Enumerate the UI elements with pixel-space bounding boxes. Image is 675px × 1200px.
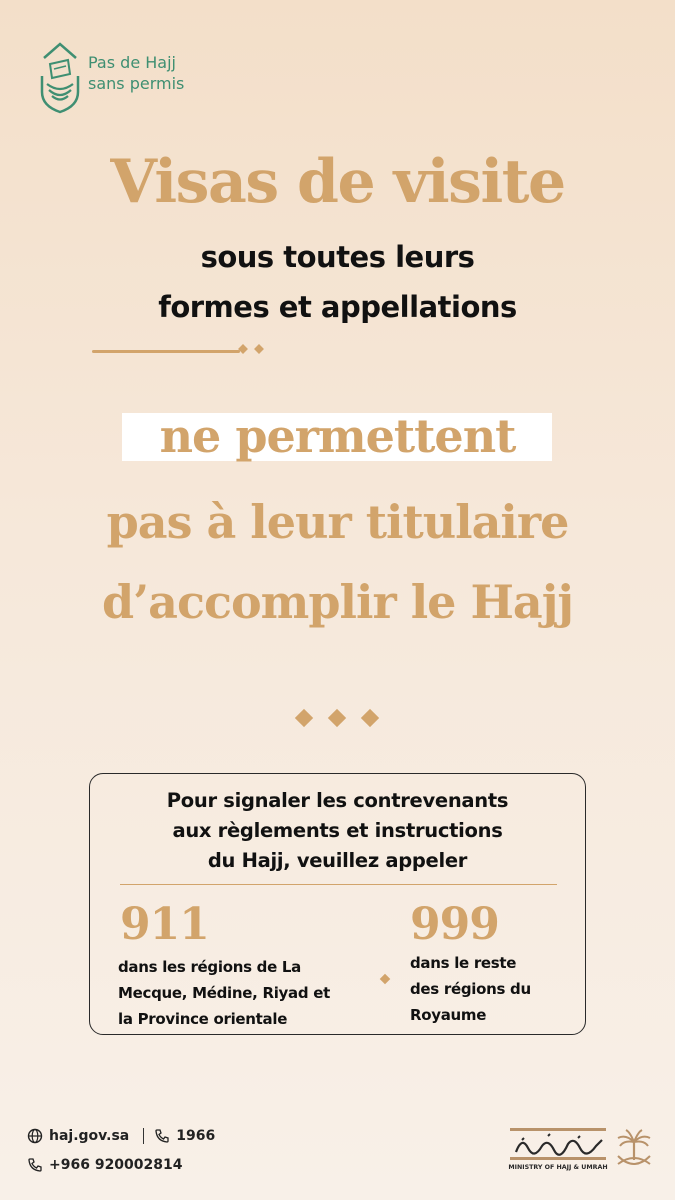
report-divider <box>120 884 557 885</box>
hotline-999: 999 <box>410 899 499 950</box>
phone-icon <box>154 1128 170 1144</box>
subtitle-line-2: formes et appellations <box>158 290 517 324</box>
divider-line <box>92 350 240 353</box>
phone-number[interactable]: +966 920002814 <box>49 1157 183 1173</box>
globe-icon <box>27 1128 43 1144</box>
ministry-name: MINISTRY OF HAJJ & UMRAH <box>508 1164 608 1171</box>
logo-text: Pas de Hajj sans permis <box>88 53 185 93</box>
footer-row-1 <box>27 1128 215 1144</box>
short-number[interactable]: 1966 <box>176 1128 216 1144</box>
report-box <box>89 773 586 1035</box>
ihram-shield-icon <box>38 42 82 114</box>
statement-line-3: d’accomplir le Hajj <box>101 575 574 629</box>
statement-line-2: pas à leur titulaire <box>106 495 569 549</box>
subtitle-line-1: sous toutes leurs <box>200 240 475 274</box>
divider-diamond-icon <box>254 344 264 354</box>
hotline-911-description: dans les régions de La Mecque, Médine, Riyad et la Province orientale <box>118 958 330 1028</box>
separator-diamond-icon <box>361 709 379 727</box>
main-title: Visas de visite <box>110 147 565 217</box>
separator-diamond-icon <box>295 709 313 727</box>
phone-icon <box>27 1157 43 1173</box>
ministry-logo <box>508 1126 608 1176</box>
website-link[interactable]: haj.gov.sa <box>49 1128 130 1144</box>
subtitle <box>0 232 675 332</box>
statement-line-1: ne permettent <box>159 409 516 463</box>
ministry-calligraphy-icon <box>508 1126 608 1162</box>
report-title: Pour signaler les contrevenants aux règlements et instructions du Hajj, veuillez appeler <box>166 789 509 872</box>
separator-diamond-icon <box>328 709 346 727</box>
footer-row-2 <box>27 1157 183 1173</box>
hotline-911: 911 <box>120 899 209 950</box>
middle-diamond-icon <box>380 974 391 985</box>
footer-separator <box>143 1128 144 1144</box>
hotline-999-description: dans le reste des régions du Royaume <box>410 954 531 1024</box>
campaign-logo <box>38 42 238 114</box>
saudi-palm-swords-icon <box>614 1126 654 1176</box>
